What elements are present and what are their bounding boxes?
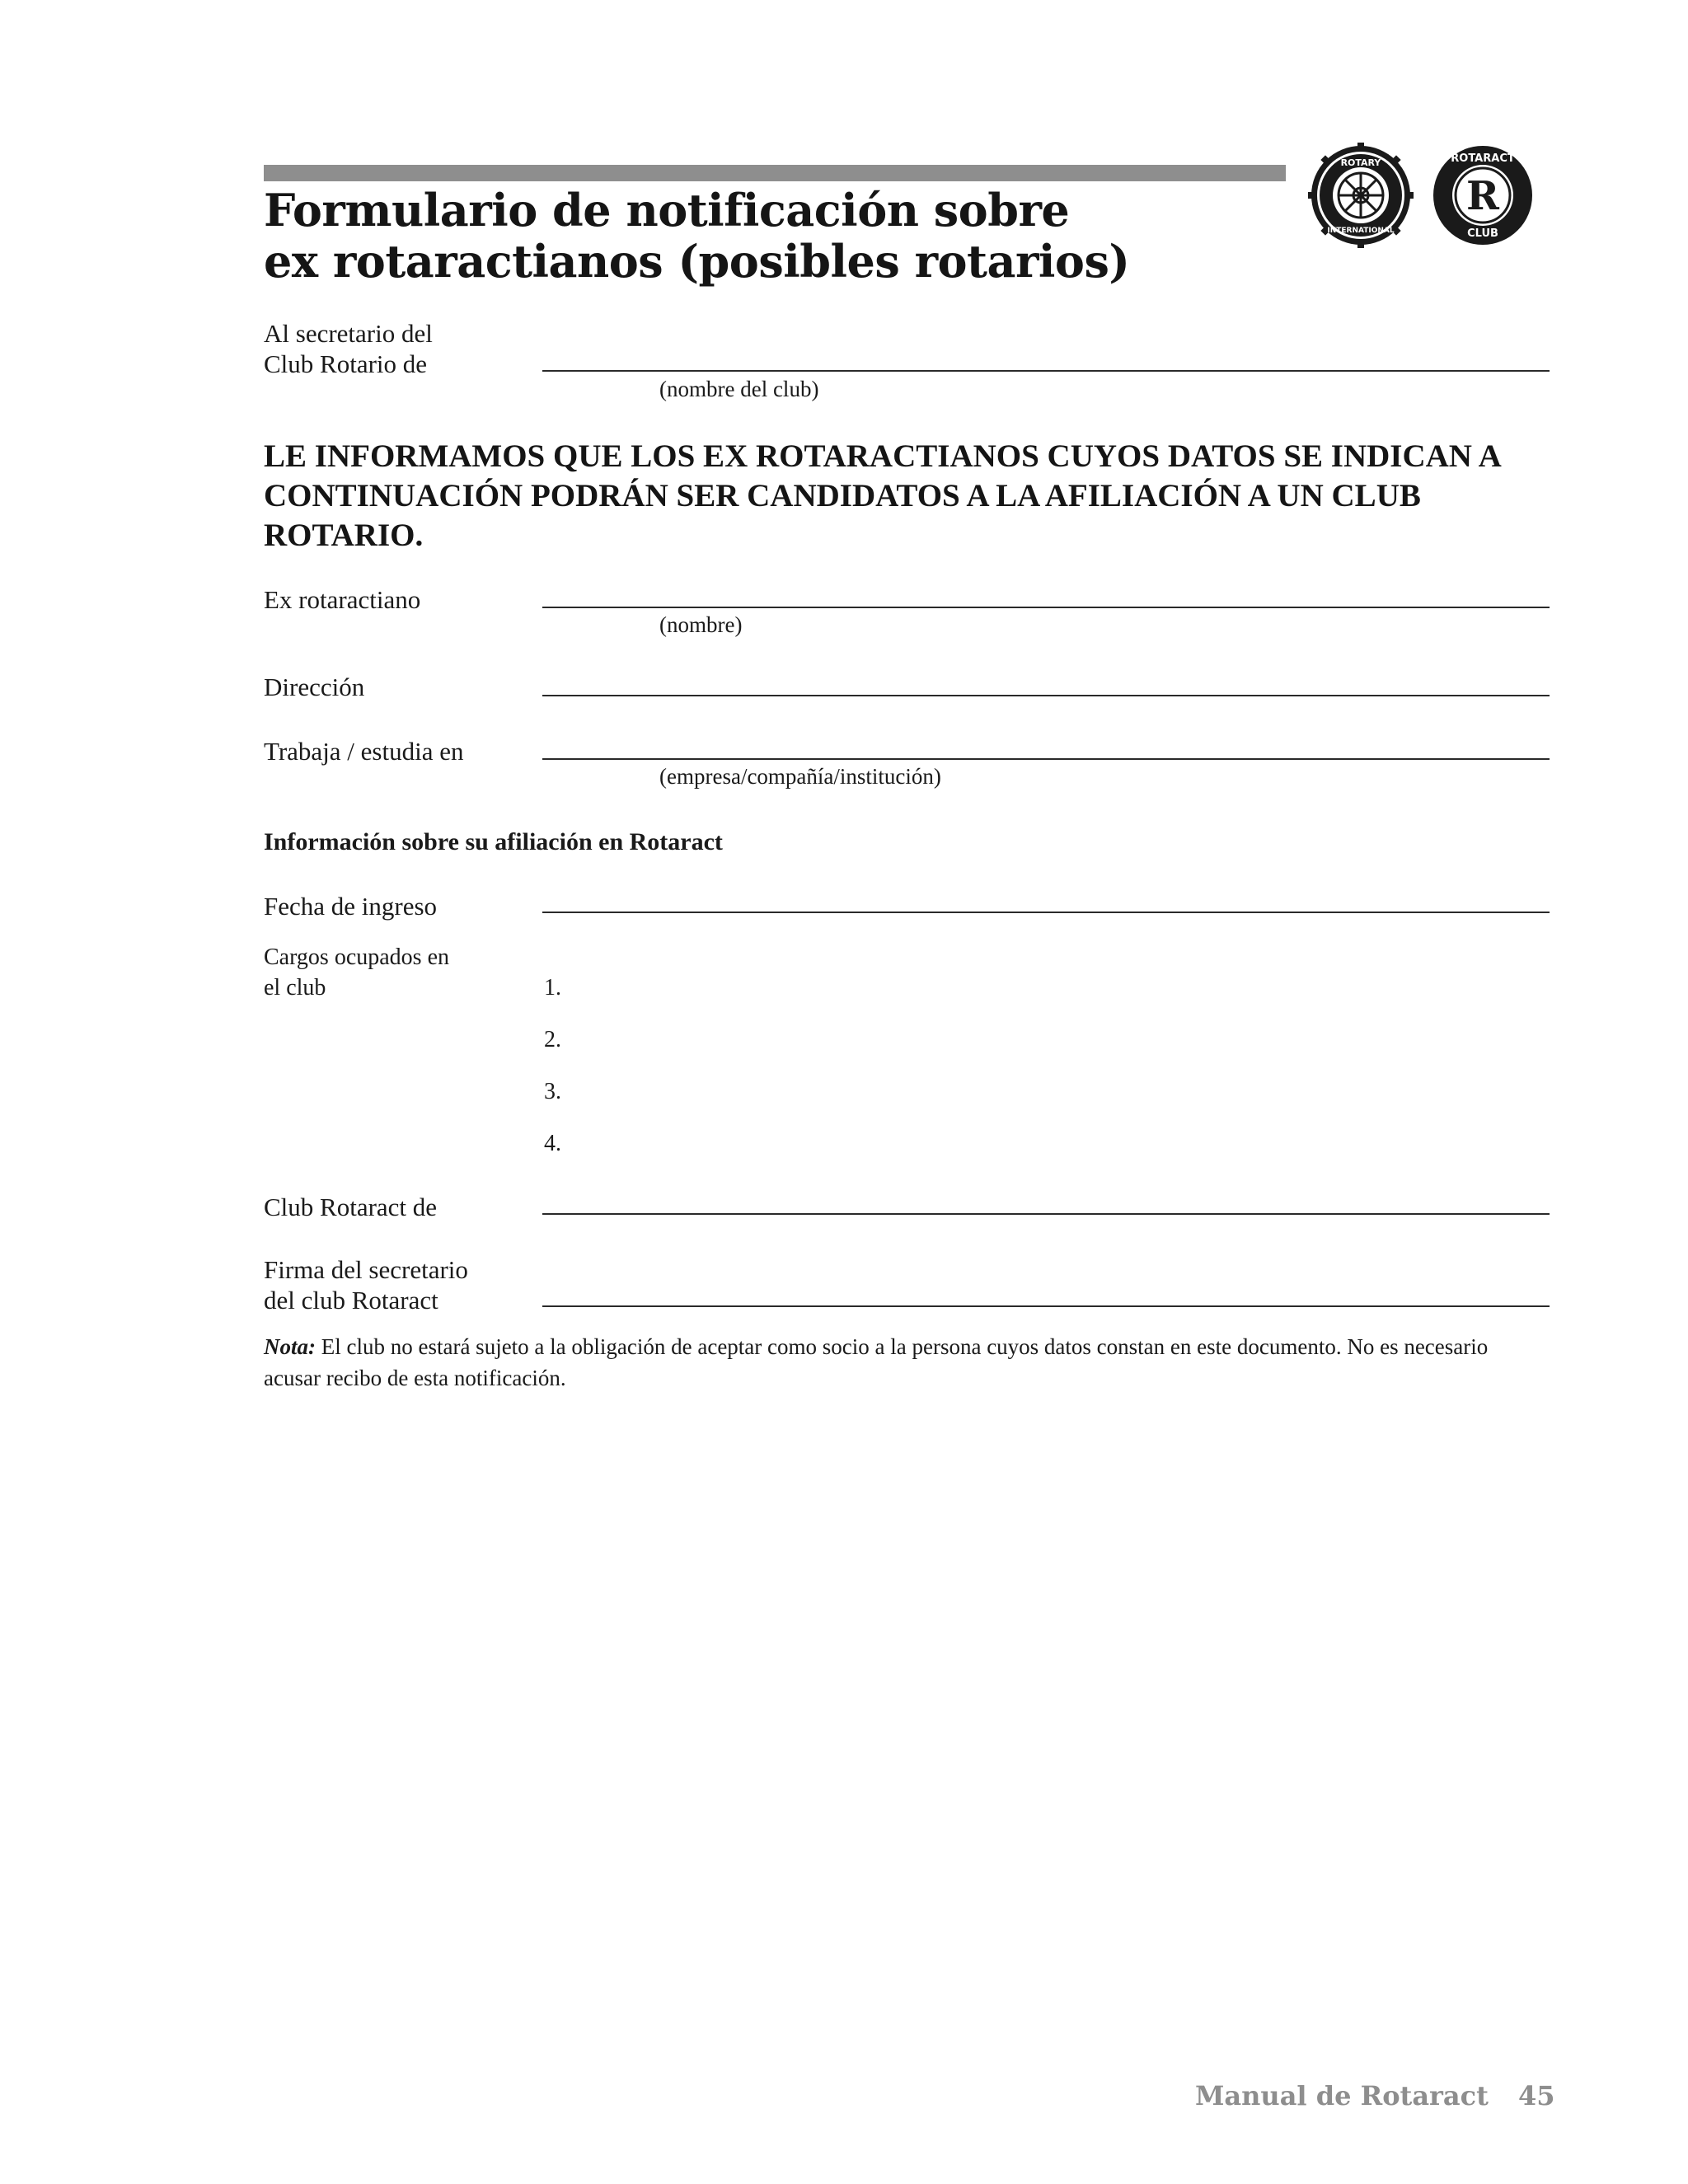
signature-field[interactable]	[542, 1305, 1550, 1307]
rotaract-club-field[interactable]	[542, 1213, 1550, 1215]
page-number: 45	[1518, 2080, 1555, 2111]
former-member-field[interactable]	[542, 607, 1550, 608]
former-member-caption: (nombre)	[659, 612, 743, 637]
former-member-label: Ex rotaractiano	[264, 585, 421, 614]
svg-text:INTERNATIONAL: INTERNATIONAL	[1327, 227, 1395, 235]
footer-manual-title: Manual de Rotaract	[1195, 2080, 1489, 2111]
offices-label-line-2: el club	[264, 975, 326, 1001]
signature-label-line-2: del club Rotaract	[264, 1286, 438, 1315]
join-date-label: Fecha de ingreso	[264, 892, 438, 921]
office-number-3: 3.	[544, 1079, 561, 1104]
address-field[interactable]	[542, 695, 1550, 696]
offices-label-line-1: Cargos ocupados en	[264, 944, 449, 970]
rotaract-club-label: Club Rotaract de	[264, 1193, 438, 1221]
join-date-field[interactable]	[542, 912, 1550, 913]
page-title-line-1: Formulario de notificación sobre	[264, 184, 1070, 237]
office-number-4: 4.	[544, 1131, 561, 1156]
notice-text: LE INFORMAMOS QUE LOS EX ROTARACTIANOS CUYOS DATOS SE INDICAN A CONTINUACIÓN PODRÁN SER CANDIDATOS A LA AFILIACIÓN A UN CLUB ROTARIO.	[264, 438, 1500, 553]
note-text: El club no estará sujeto a la obligación de aceptar como socio a la persona cuyos datos constan en este documento. No es necesario acusar recibo de esta notificación.	[264, 1334, 1489, 1390]
svg-text:ROTARACT: ROTARACT	[1451, 152, 1515, 165]
page-title-line-2: ex rotaractianos (posibles rotarios)	[264, 235, 1130, 288]
svg-text:CLUB: CLUB	[1467, 227, 1498, 240]
works-studies-caption: (empresa/compañía/institución)	[659, 764, 941, 789]
membership-section-heading: Información sobre su afiliación en Rotaract	[264, 828, 723, 855]
rotaract-club-logo	[1431, 143, 1535, 247]
svg-text:R: R	[1466, 173, 1499, 219]
svg-text:ROTARY: ROTARY	[1340, 157, 1381, 168]
signature-label-line-1: Firma del secretario	[264, 1255, 468, 1284]
title-rule	[264, 165, 1286, 181]
office-number-1: 1.	[544, 975, 561, 1001]
note-paragraph	[264, 1331, 1550, 1394]
addressee-label-line-1: Al secretario del	[264, 319, 433, 348]
club-name-field[interactable]	[542, 370, 1550, 372]
note-lead: Nota:	[264, 1334, 316, 1359]
office-number-2: 2.	[544, 1027, 561, 1052]
works-studies-field[interactable]	[542, 758, 1550, 760]
works-studies-label: Trabaja / estudia en	[264, 737, 464, 766]
address-label: Dirección	[264, 673, 365, 701]
rotary-international-logo	[1307, 142, 1414, 249]
club-name-caption: (nombre del club)	[659, 377, 819, 401]
addressee-label-line-2: Club Rotario de	[264, 349, 428, 378]
